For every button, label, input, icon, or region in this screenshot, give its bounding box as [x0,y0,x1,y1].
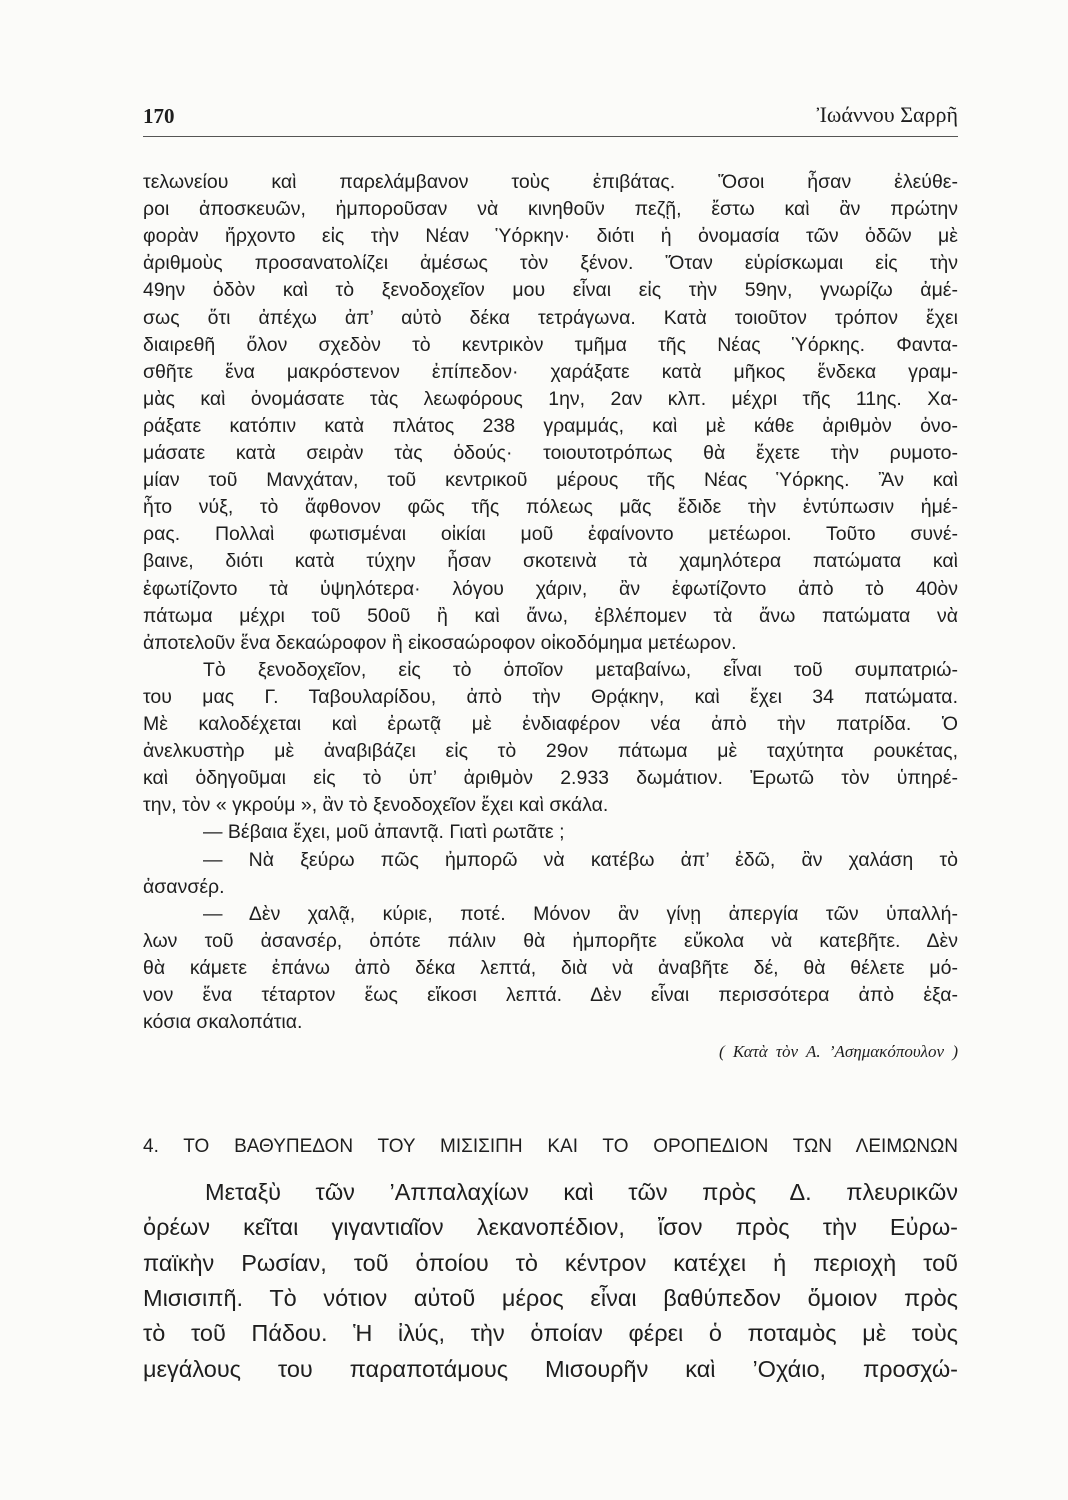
body-line: ράξατε κατόπιν κατὰ πλάτος 238 γραμμάς, καὶ μὲ κάθε ἀριθμὸν ὀνο- [143,414,958,437]
page-number: 170 [143,104,175,128]
body-line: διαιρεθῆ ὅλον σχεδὸν τὸ κεντρικὸν τμῆμα τῆς Νέας Ὑόρκης. Φαντα- [143,333,958,356]
body-line: θὰ κάμετε ἐπάνω ἀπὸ δέκα λεπτά, διὰ νὰ ἀναβῆτε δέ, θὰ θέλετε μό- [143,956,958,979]
body-line: νον ἕνα τέταρτον ἕως εἴκοσι λεπτά. Δὲν εἶναι περισσότερα ἀπὸ ἑξα- [143,984,958,1006]
section-line: παϊκὴν Ρωσίαν, τοῦ ὁποίου τὸ κέντρον κατέχει ἡ περιοχὴ τοῦ [143,1249,958,1276]
body-line: ρας. Πολλαὶ φωτισμέναι οἰκίαι μοῦ ἐφαίνοντο μετέωροι. Τοῦτο συνέ- [143,523,958,546]
body-line: ἦτο νύξ, τὸ ἄφθονον φῶς τῆς πόλεως μᾶς ἔδιδε τὴν ἐντύπωσιν ἡμέ- [143,496,958,519]
body-line: φορὰν ἤρχοντο εἰς τὴν Νέαν Ὑόρκην· διότι ἡ ὀνομασία τῶν ὁδῶν μὲ [143,225,958,248]
section-line: ὀρέων κεῖται γιγαντιαῖον λεκανοπέδιον, ἴσον πρὸς τὴν Εὐρω- [143,1214,958,1241]
body-line: ἐφωτίζοντο τὰ ὑψηλότερα· λόγου χάριν, ἂν ἐφωτίζοντο ἀπὸ τὸ 40ὸν [143,577,958,600]
body-line: σως ὅτι ἀπέχω ἀπ’ αὐτὸ δέκα τετράγωνα. Κατὰ τοιοῦτον τρόπον ἔχει [143,306,958,329]
body-line: μίαν τοῦ Μανχάταν, τοῦ κεντρικοῦ μέρους τῆς Νέας Ὑόρκης. Ἂν καὶ [143,469,958,492]
running-head: Ἰωάννου Σαρρῆ [816,102,958,127]
body-line: — Βέβαια ἔχει, μοῦ ἀπαντᾷ. Γιατὶ ρωτᾶτε ; [203,821,565,844]
body-line: μὰς καὶ ὀνομάσατε τὰς λεωφόρους 1ην, 2αν κλπ. μέχρι τῆς 11ης. Χα- [143,387,958,410]
attribution: ( Κατὰ τὸν Α. ’Ασημακόπουλον ) [718,1042,958,1061]
body-line: μάσατε κατὰ σειρὰν τὰς ὁδούς· τοιουτοτρόπως θὰ ἔχετε τὴν ρυμοτο- [143,442,958,464]
body-line: βαινε, διότι κατὰ τύχην ἦσαν σκοτεινὰ τὰ χαμηλότερα πατώματα καὶ [143,550,958,573]
body-line: σθῆτε ἕνα μακρόστενον ἐπίπεδον· χαράξατε κατὰ μῆκος ἕνδεκα γραμ- [143,360,958,383]
section-line: Μισισιπῆ. Τὸ νότιον αὐτοῦ μέρος εἶναι βαθύπεδον ὅμοιον πρὸς [143,1284,958,1311]
body-line: 49ην ὁδὸν καὶ τὸ ξενοδοχεῖον μου εἶναι εἰς τὴν 59ην, γνωρίζω ἀμέ- [143,279,958,302]
body-line: κόσια σκαλοπάτια. [143,1011,303,1034]
body-line: τελωνείου καὶ παρελάμβανον τοὺς ἐπιβάτας. Ὅσοι ἦσαν ἐλεύθε- [143,171,958,193]
body-line: καὶ ὁδηγοῦμαι εἰς τὸ ὑπ’ ἀριθμὸν 2.933 δωμάτιον. Ἐρωτῶ τὸν ὑπηρέ- [143,767,958,790]
body-line: την, τὸν « γκρούμ », ἂν τὸ ξενοδοχεῖον ἔχει καὶ σκάλα. [143,794,609,817]
section-line: Μεταξὺ τῶν ’Αππαλαχίων καὶ τῶν πρὸς Δ. πλευρικῶν [205,1179,958,1205]
body-line: του μας Γ. Ταβουλαρίδου, ἀπὸ τὴν Θρᾴκην, καὶ ἔχει 34 πατώματα. [143,685,958,708]
section-line: τὸ τοῦ Πάδου. Ἡ ἰλύς, τὴν ὁποίαν φέρει ὁ ποταμὸς μὲ τοὺς [143,1320,958,1347]
body-line: Τὸ ξενοδοχεῖον, εἰς τὸ ὁποῖον μεταβαίνω, εἶναι τοῦ συμπατριώ- [203,658,958,681]
body-line: ἀσανσέρ. [143,875,225,898]
section-heading: 4. ΤΟ ΒΑΘΥΠΕΔΟΝ ΤΟΥ ΜΙΣΙΣΙΠΗ ΚΑΙ ΤΟ ΟΡΟΠΕΔΙΟΝ ΤΩΝ ΛΕΙΜΩΝΩΝ [143,1136,958,1157]
body-line: — Νὰ ξεύρω πῶς ἠμπορῶ νὰ κατέβω ἀπ’ ἐδῶ, ἂν χαλάση τὸ [203,848,958,871]
body-line: λων τοῦ ἀσανσέρ, ὁπότε πάλιν θὰ ἠμπορῆτε εὔκολα νὰ κατεβῆτε. Δὲν [143,929,958,952]
body-line: ἀποτελοῦν ἕνα δεκαώροφον ἢ εἰκοσαώροφον οἰκοδόμημα μετέωρον. [143,631,737,654]
section-line: μεγάλους του παραποτάμους Μισουρῆν καὶ ’Οχάιο, προσχώ- [143,1355,958,1382]
body-line: ροι ἀποσκευῶν, ἠμποροῦσαν νὰ κινηθοῦν πεζῇ, ἔστω καὶ ἂν πρώτην [143,198,958,221]
body-line: ἀνελκυστὴρ μὲ ἀναβιβάζει εἰς τὸ 29ον πάτωμα μὲ ταχύτητα ρουκέτας, [143,740,958,763]
header-rule [143,136,958,137]
body-line: ἀριθμοὺς προσανατολίζει ἀμέσως τὸν ξένον. Ὅταν εὑρίσκωμαι εἰς τὴν [143,252,958,275]
body-line: — Δὲν χαλᾷ, κύριε, ποτέ. Μόνον ἂν γίνῃ ἀπεργία τῶν ὑπαλλή- [203,902,958,925]
body-line: πάτωμα μέχρι τοῦ 50οῦ ἢ καὶ ἄνω, ἐβλέπομεν τὰ ἄνω πατώματα νὰ [143,604,958,627]
body-line: Μὲ καλοδέχεται καὶ ἐρωτᾷ μὲ ἐνδιαφέρον νέα ἀπὸ τὴν πατρίδα. Ὁ [143,713,958,735]
